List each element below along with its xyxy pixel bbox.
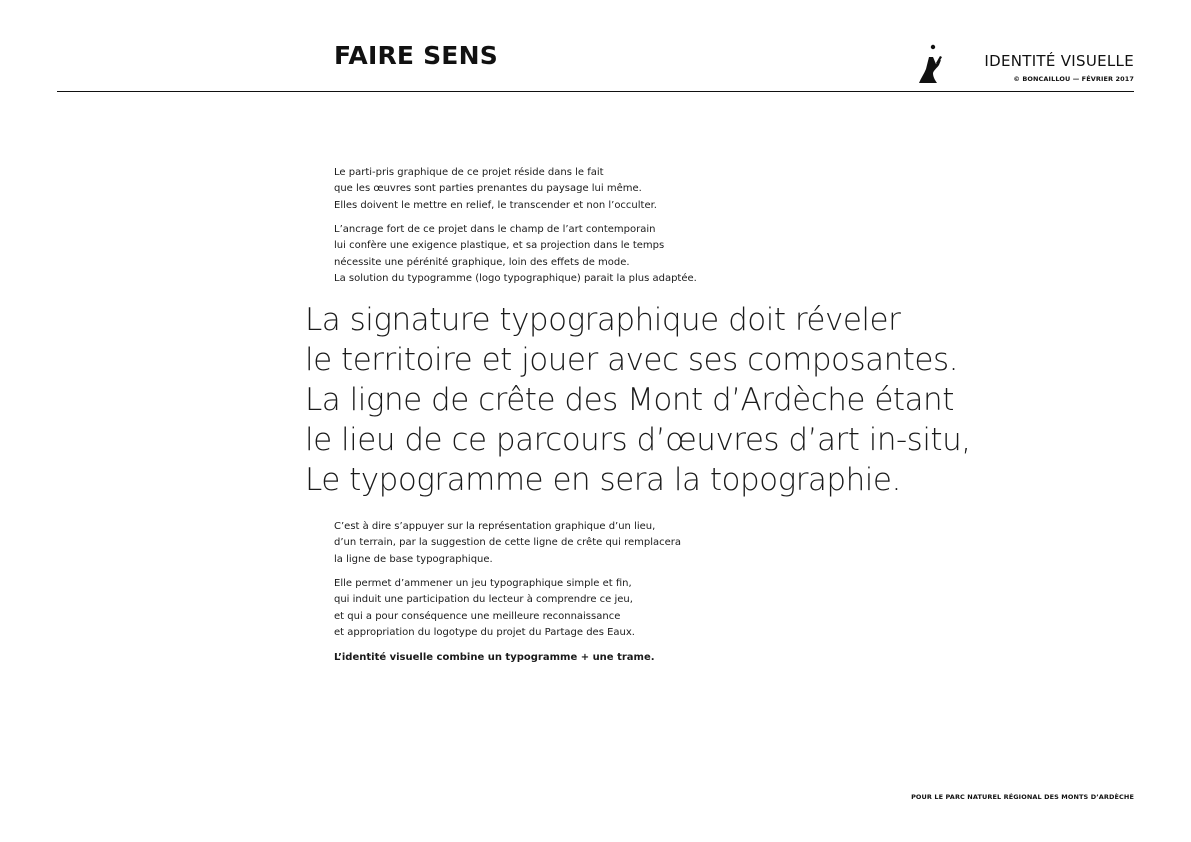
footer-credit: POUR LE PARC NATUREL RÉGIONAL DES MONTS D’ARDÈCHE <box>911 793 1134 801</box>
key-statement: La signature typographique doit réveler le territoire et jouer avec ses composantes. La ligne de crête des Mont d’Ardèche étant le lieu de ce parcours d’œuvres d’art in-situ, Le typogramme en sera la topographie. <box>305 302 971 498</box>
copyright-line: © BONCAILLOU — FÉVRIER 2017 <box>1013 75 1134 83</box>
intro-paragraph-1: Le parti-pris graphique de ce projet réside dans le fait que les œuvres sont parties prenantes du paysage lui même. Elles doivent le mettre en relief, le transcender et non l’occulter. <box>334 167 657 211</box>
document-label: IDENTITÉ VISUELLE <box>984 52 1134 70</box>
intro-paragraph-2: L’ancrage fort de ce projet dans le champ de l’art contemporain lui confère une exigence plastique, et sa projection dans le temps nécessite une pérénité graphique, loin des effets de mode. La solution du typogramme (logo typographique) parait la plus adaptée. <box>334 224 697 284</box>
page-title: FAIRE SENS <box>334 41 498 70</box>
body-paragraph-1: C’est à dire s’appuyer sur la représentation graphique d’un lieu, d’un terrain, par la suggestion de cette ligne de crête qui remplacera la ligne de base typographique. <box>334 521 682 565</box>
conclusion-line: L’identité visuelle combine un typogramme + une trame. <box>334 652 655 663</box>
header-meta <box>984 52 1134 83</box>
figure-silhouette-icon <box>915 43 945 85</box>
header-divider <box>57 91 1134 92</box>
body-paragraph-2: Elle permet d’ammener un jeu typographique simple et fin, qui induit une participation du lecteur à comprendre ce jeu, et qui a pour conséquence une meilleure reconnaissance et appropriation du logotype du projet du Partage des Eaux. <box>334 578 635 638</box>
